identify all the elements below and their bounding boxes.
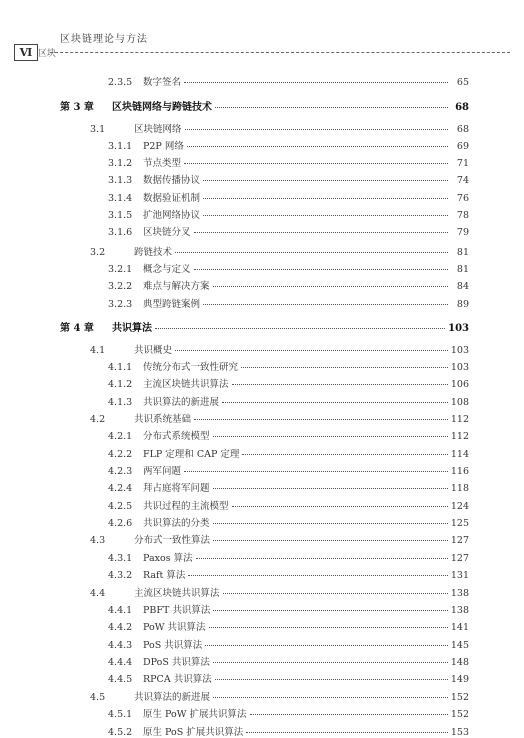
- toc-entry-4-3[interactable]: [90, 532, 469, 546]
- toc-number: 4.3: [90, 535, 106, 546]
- toc-entry-4-4-3[interactable]: [108, 637, 469, 651]
- toc-leader-dots: [222, 401, 448, 403]
- toc-leader-dots: [194, 231, 448, 233]
- toc-page-number: 112: [450, 431, 469, 442]
- toc-number: 4.1.3: [108, 397, 133, 408]
- toc-entry-3-1-6[interactable]: [108, 224, 469, 238]
- toc-page-number: 141: [450, 622, 469, 633]
- toc-leader-dots: [203, 214, 448, 216]
- toc-number: 4.5.1: [108, 709, 133, 720]
- toc-title: 节点类型: [143, 158, 182, 169]
- toc-leader-dots: [246, 731, 448, 733]
- toc-number: 第 4 章: [60, 323, 94, 334]
- toc-page-number: 127: [450, 553, 469, 564]
- toc-page-number: 76: [456, 193, 469, 204]
- toc-entry-4-4-4[interactable]: [108, 654, 469, 668]
- toc-leader-dots: [213, 661, 448, 663]
- toc-number: 2.3.5: [108, 77, 133, 88]
- toc-leader-dots: [185, 128, 448, 130]
- running-book-title: 区块链理论与方法: [60, 34, 148, 45]
- toc-entry-4-2-2[interactable]: [108, 446, 469, 460]
- toc-page-number: 103: [450, 345, 469, 356]
- toc-number: 4.2: [90, 414, 106, 425]
- toc-title: 传统分布式一致性研究: [143, 362, 239, 373]
- toc-entry-4-1[interactable]: [90, 342, 469, 356]
- toc-page-number: 84: [456, 281, 469, 292]
- toc-title: 区块链网络与跨链技术: [112, 102, 212, 113]
- toc-number: 3.2.2: [108, 281, 133, 292]
- toc-leader-dots: [213, 487, 448, 489]
- toc-title: 拜占庭将军问题: [143, 483, 210, 494]
- toc-number: 3.1.4: [108, 193, 133, 204]
- toc-leader-dots: [184, 81, 448, 83]
- toc-title: Raft 算法: [143, 570, 186, 581]
- toc-page-number: 103: [450, 362, 469, 373]
- toc-page-number: 116: [450, 466, 469, 477]
- toc-title: 分布式一致性算法: [134, 535, 211, 546]
- toc-number: 第 3 章: [60, 102, 94, 113]
- toc-page-number: 103: [448, 323, 469, 334]
- toc-number: 4.2.3: [108, 466, 133, 477]
- toc-number: 4.2.1: [108, 431, 133, 442]
- toc-entry-3-2[interactable]: [90, 244, 469, 258]
- toc-number: 3.1: [90, 124, 106, 135]
- toc-title: PoW 共识算法: [143, 622, 206, 633]
- toc-title: 数据验证机制: [143, 193, 201, 204]
- toc-title: 共识算法的分类: [143, 518, 210, 529]
- toc-leader-dots: [213, 539, 448, 541]
- toc-page-number: 152: [450, 709, 469, 720]
- toc-title: 区块链网络: [134, 124, 182, 135]
- toc-number: 4.2.4: [108, 483, 133, 494]
- toc-entry-3-1-3[interactable]: [108, 172, 469, 186]
- toc-page-number: 118: [450, 483, 469, 494]
- toc-leader-dots: [223, 592, 448, 594]
- toc-entry-4-2-6[interactable]: [108, 515, 469, 529]
- toc-title: 扩池网络协议: [143, 210, 201, 221]
- toc-number: 4.4.4: [108, 657, 133, 668]
- toc-page-number: 89: [456, 299, 469, 310]
- toc-number: 3.2.1: [108, 264, 133, 275]
- toc-page-number: 74: [456, 175, 469, 186]
- toc-leader-dots: [188, 574, 447, 576]
- toc-leader-dots: [215, 678, 448, 680]
- publisher-seal: 区块: [38, 49, 57, 59]
- toc-page-number: 106: [450, 379, 469, 390]
- toc-title: 概念与定义: [143, 264, 191, 275]
- toc-entry-4-5[interactable]: [90, 689, 469, 703]
- toc-leader-dots: [155, 327, 445, 329]
- toc-entry-3-1[interactable]: [90, 121, 469, 135]
- toc-title: 共识过程的主流模型: [143, 501, 229, 512]
- toc-title: PBFT 共识算法: [143, 605, 211, 616]
- toc-entry-4-5-2[interactable]: [108, 724, 469, 738]
- toc-entry-4-2-5[interactable]: [108, 498, 469, 512]
- toc-title: FLP 定理和 CAP 定理: [143, 449, 240, 460]
- toc-title: 共识系统基础: [134, 414, 192, 425]
- toc-page-number: 152: [450, 692, 469, 703]
- toc-entry-4-4-2[interactable]: [108, 619, 469, 633]
- toc-leader-dots: [175, 349, 448, 351]
- toc-number: 3.2.3: [108, 299, 133, 310]
- toc-entry-3-1-2[interactable]: [108, 155, 469, 169]
- toc-leader-dots: [241, 366, 448, 368]
- toc-leader-dots: [187, 145, 448, 147]
- toc-number: 3.1.5: [108, 210, 133, 221]
- toc-number: 4.2.2: [108, 449, 133, 460]
- toc-leader-dots: [203, 197, 448, 199]
- toc-title: 难点与解决方案: [143, 281, 210, 292]
- toc-entry-4-1-2[interactable]: [108, 376, 469, 390]
- toc-page-number: 149: [450, 674, 469, 685]
- toc-leader-dots: [242, 453, 447, 455]
- toc-entry-4-5-1[interactable]: [108, 706, 469, 720]
- toc-number: 4.4.5: [108, 674, 133, 685]
- toc-title: 原生 PoS 扩展共识算法: [143, 727, 244, 738]
- toc-entry-4-1-1[interactable]: [108, 359, 469, 373]
- toc-page-number: 125: [450, 518, 469, 529]
- toc-number: 3.1.1: [108, 141, 133, 152]
- toc-number: 4.3.2: [108, 570, 133, 581]
- toc-page-number: 71: [456, 158, 469, 169]
- toc-entry-3-2-3[interactable]: [108, 296, 469, 310]
- toc-title: P2P 网络: [143, 141, 184, 152]
- toc-page-number: 78: [456, 210, 469, 221]
- toc-title: 共识算法的新进展: [143, 397, 220, 408]
- toc-entry-4-4-1[interactable]: [108, 602, 469, 616]
- toc-page-number: 112: [450, 414, 469, 425]
- toc-entry-3-1-5[interactable]: [108, 207, 469, 221]
- toc-page-number: 124: [450, 501, 469, 512]
- toc-title: 数字签名: [143, 77, 182, 88]
- toc-number: 4.1: [90, 345, 106, 356]
- toc-number: 4.2.5: [108, 501, 133, 512]
- toc-title: 两军问题: [143, 466, 182, 477]
- toc-entry-4-4[interactable]: [90, 585, 469, 599]
- toc-entry-4-2-1[interactable]: [108, 428, 469, 442]
- toc-leader-dots: [203, 179, 448, 181]
- toc-title: RPCA 共识算法: [143, 674, 212, 685]
- toc-leader-dots: [184, 162, 448, 164]
- toc-page-number: 148: [450, 657, 469, 668]
- toc-number: 3.2: [90, 247, 106, 258]
- toc-title: 共识算法的新进展: [134, 692, 211, 703]
- toc-title: 主流区块链共识算法: [134, 588, 220, 599]
- toc-leader-dots: [184, 470, 448, 472]
- toc-entry-2-3-5[interactable]: [108, 74, 469, 88]
- toc-leader-dots: [194, 418, 448, 420]
- page-header: [0, 0, 524, 60]
- toc-number: 4.4.2: [108, 622, 133, 633]
- toc-page-number: 138: [450, 605, 469, 616]
- toc-title: 共识算法: [112, 323, 152, 334]
- toc-number: 4.4.3: [108, 640, 133, 651]
- toc-number: 3.1.3: [108, 175, 133, 186]
- toc-entry-4-2-4[interactable]: [108, 480, 469, 494]
- toc-page-number: 68: [455, 102, 469, 113]
- toc-entry-4-1-3[interactable]: [108, 394, 469, 408]
- toc-entry-第4章[interactable]: [60, 319, 469, 334]
- toc-entry-4-3-2[interactable]: [108, 567, 469, 581]
- toc-page-number: 81: [456, 247, 469, 258]
- toc-title: 原生 PoW 扩展共识算法: [143, 709, 247, 720]
- toc-leader-dots: [232, 383, 448, 385]
- toc-leader-dots: [209, 626, 448, 628]
- toc-title: 数据传播协议: [143, 175, 201, 186]
- toc-leader-dots: [194, 268, 448, 270]
- toc-number: 4.1.2: [108, 379, 133, 390]
- toc-page-number: 145: [450, 640, 469, 651]
- toc-leader-dots: [205, 644, 448, 646]
- toc-leader-dots: [196, 557, 448, 559]
- toc-title: 分布式系统模型: [143, 431, 210, 442]
- toc-number: 4.5.2: [108, 727, 133, 738]
- toc-leader-dots: [213, 696, 448, 698]
- toc-page-number: 79: [456, 227, 469, 238]
- toc-leader-dots: [215, 106, 448, 108]
- toc-leader-dots: [213, 609, 448, 611]
- toc-title: 主流区块链共识算法: [143, 379, 229, 390]
- page-number-box: Ⅵ: [14, 44, 38, 61]
- toc-number: 4.4.1: [108, 605, 133, 616]
- toc-number: 4.5: [90, 692, 106, 703]
- header-rule: [50, 52, 510, 53]
- toc-page-number: 69: [456, 141, 469, 152]
- toc-title: DPoS 共识算法: [143, 657, 210, 668]
- toc-entry-3-1-1[interactable]: [108, 138, 469, 152]
- toc-entry-4-2-3[interactable]: [108, 463, 469, 477]
- toc-title: 共识概史: [134, 345, 173, 356]
- toc-leader-dots: [250, 713, 448, 715]
- toc-entry-第3章[interactable]: [60, 98, 469, 113]
- toc-page-number: 138: [450, 588, 469, 599]
- toc-leader-dots: [213, 285, 448, 287]
- toc-title: PoS 共识算法: [143, 640, 203, 651]
- toc-title: 区块链分叉: [143, 227, 191, 238]
- toc-entry-3-2-2[interactable]: [108, 278, 469, 292]
- toc-page-number: 65: [456, 77, 469, 88]
- toc-number: 3.1.6: [108, 227, 133, 238]
- toc-leader-dots: [175, 251, 448, 253]
- toc-leader-dots: [213, 435, 448, 437]
- toc-leader-dots: [203, 303, 448, 305]
- toc-number: 4.2.6: [108, 518, 133, 529]
- toc-page-number: 68: [456, 124, 469, 135]
- toc-title: Paxos 算法: [143, 553, 193, 564]
- toc-entry-4-2[interactable]: [90, 411, 469, 425]
- toc-title: 跨链技术: [134, 247, 173, 258]
- toc-number: 4.3.1: [108, 553, 133, 564]
- toc-entry-3-2-1[interactable]: [108, 261, 469, 275]
- toc-page-number: 114: [450, 449, 469, 460]
- toc-entry-3-1-4[interactable]: [108, 190, 469, 204]
- toc-number: 3.1.2: [108, 158, 133, 169]
- toc-page-number: 153: [450, 727, 469, 738]
- toc-page-number: 127: [450, 535, 469, 546]
- toc-title: 典型跨链案例: [143, 299, 201, 310]
- toc-leader-dots: [232, 505, 448, 507]
- toc-page-number: 108: [450, 397, 469, 408]
- toc-entry-4-3-1[interactable]: [108, 550, 469, 564]
- toc-page-number: 131: [450, 570, 469, 581]
- toc-number: 4.1.1: [108, 362, 133, 373]
- toc-entry-4-4-5[interactable]: [108, 671, 469, 685]
- toc-number: 4.4: [90, 588, 106, 599]
- toc-page-number: 81: [456, 264, 469, 275]
- toc-leader-dots: [213, 522, 448, 524]
